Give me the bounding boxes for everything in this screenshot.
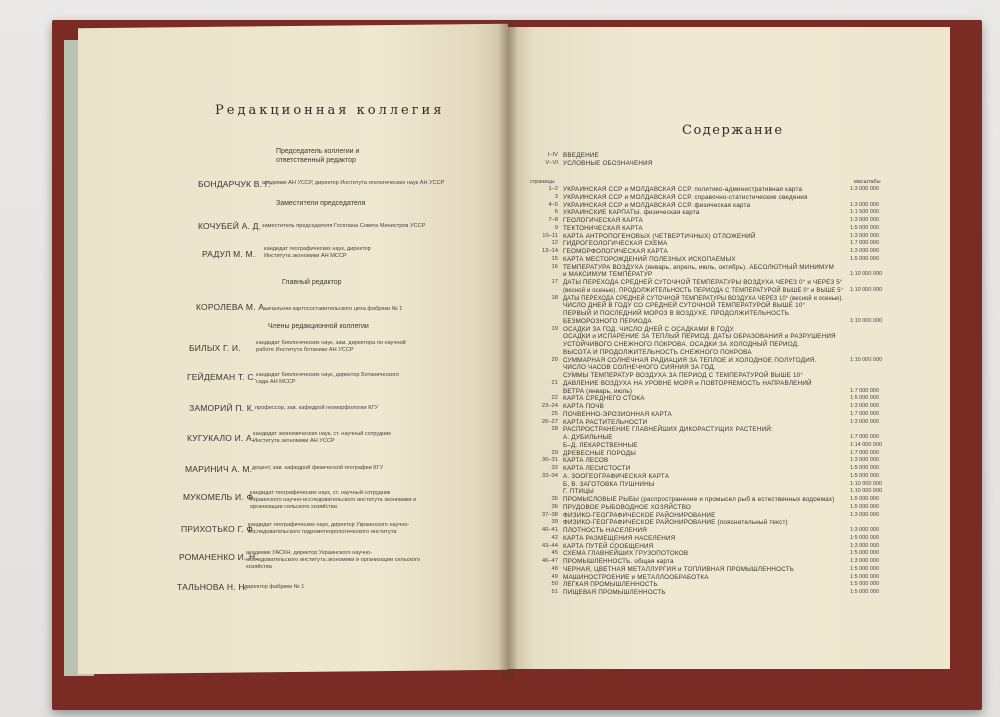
toc-entry-num: 30–31 — [541, 457, 558, 464]
toc-entry-label: ОСАДКИ ЗА ГОД. ЧИСЛО ДНЕЙ С ОСАДКАМИ В ГОДУ. — [563, 325, 735, 333]
toc-entry-scale: 1:3 000 000 — [850, 403, 880, 409]
toc-entry-num: 1–2 — [548, 186, 558, 192]
toc-entry-label: ПЕРВЫЙ И ПОСЛЕДНИЙ МОРОЗ В ВОЗДУХЕ. ПРОДОЛЖИТЕЛЬНОСТЬ — [563, 310, 790, 317]
book-gutter — [498, 20, 518, 680]
toc-entry-label: ГЕОМОРФОЛОГИЧЕСКАЯ КАРТА — [563, 248, 668, 255]
toc-entry-label: СУММАРНАЯ СОЛНЕЧНАЯ РАДИАЦИЯ ЗА ТЕПЛОЕ И ХОЛОДНОЕ ПОЛУГОДИЯ. — [563, 356, 817, 364]
toc-entry-scale: 1:3 000 000 — [850, 457, 880, 464]
toc-entry-label: ГИДРОГЕОЛОГИЧЕСКАЯ СХЕМА — [563, 240, 668, 248]
person-desc: профессор, зав. кафедрой геоморфологии КГУ — [255, 405, 379, 411]
toc-entry-label: УКРАИНСКАЯ ССР и МОЛДАВСКАЯ ССР. физическая карта — [563, 201, 751, 209]
toc-entry-num: 22 — [551, 395, 558, 402]
toc-entry-num: 15 — [551, 255, 558, 262]
toc-entry-label: ЧИСЛО ЧАСОВ СОЛНЕЧНОГО СИЯНИЯ ЗА ГОД. — [563, 364, 716, 372]
toc-entry-label: Г. ПТИЦЫ — [563, 488, 594, 496]
toc-entry-label: УКРАИНСКИЕ КАРПАТЫ. физическая карта — [563, 209, 700, 217]
toc-entry-label: ДАТЫ ПЕРЕХОДА СРЕДНЕЙ СУТОЧНОЙ ТЕМПЕРАТУРЫ ВОЗДУХА ЧЕРЕЗ 10° (весной и осенью). — [563, 294, 844, 302]
toc-entry-label: СУММЫ ТЕМПЕРАТУР ВОЗДУХА ЗА ПЕРИОД С ТЕМПЕРАТУРОЙ ВЫШЕ 10° — [563, 372, 804, 379]
toc-entry-label: ЧЕРНАЯ, ЦВЕТНАЯ МЕТАЛЛУРГИЯ и ТОПЛИВНАЯ ПРОМЫШЛЕННОСТЬ — [563, 565, 795, 573]
toc-entry-label: ПЛОТНОСТЬ НАСЕЛЕНИЯ — [563, 527, 648, 534]
toc-entry-scale: 1:10 000 000 — [850, 356, 883, 363]
toc-entry-scale: 1:5 000 000 — [850, 496, 880, 502]
toc-entry-num: 10–11 — [542, 232, 558, 239]
toc-entry-scale: 1:5 000 000 — [850, 395, 880, 402]
toc-entry-num: 39 — [551, 519, 558, 526]
toc-entry-scale: 1:3 000 000 — [850, 201, 880, 208]
toc-entry-label: БЕЗМОРОЗНОГО ПЕРИОДА — [563, 317, 652, 325]
toc-entry-scale: 1:3 000 000 — [850, 418, 880, 425]
toc-entry-scale: 1:3 000 000 — [850, 217, 880, 223]
toc-entry-num: 50 — [551, 581, 558, 588]
toc-entry-label: КАРТА МЕСТОРОЖДЕНИЙ ПОЛЕЗНЫХ ИСКОПАЕМЫХ — [563, 255, 736, 263]
person-desc: начальник картосоставительского цеха фабрики № 1 — [264, 306, 403, 312]
toc-entry-num: 23–24 — [541, 403, 558, 409]
toc-entry-label: КАРТА СРЕДНЕГО СТОКА — [563, 395, 645, 403]
toc-entry-scale: 1:10 000 000 — [850, 480, 883, 487]
toc-entry-scale: 1:10 000 000 — [850, 286, 883, 293]
toc-entry-num: 26–27 — [541, 418, 558, 425]
toc-entry-num: 4–5 — [548, 201, 558, 208]
toc-entry-num: 36 — [551, 503, 558, 510]
toc-entry-label: ЧИСЛО ДНЕЙ В ГОДУ СО СРЕДНЕЙ СУТОЧНОЙ ТЕМПЕРАТУРОЙ ВЫШЕ 10° — [563, 302, 806, 310]
toc-entry-num: 48 — [551, 565, 558, 572]
toc-intro-num: V–VI — [545, 160, 558, 166]
toc-entry-scale: 1:7 000 000 — [850, 434, 880, 440]
toc-entry-num: 9 — [554, 224, 558, 231]
toc-entry-scale: 1:7 000 000 — [850, 240, 880, 247]
toc-entry-label: А. ДУБИЛЬНЫЕ — [563, 434, 613, 441]
toc-entry-label: ПРОМЫСЛОВЫЕ РЫБЫ (распространение и промысел рыб в естественных водоемах) — [563, 496, 835, 503]
person-name: БИЛЫХ Г. И. — [189, 343, 241, 353]
toc-entry-scale: 1:3 000 000 — [850, 527, 880, 533]
toc-entry-num: 46–47 — [541, 558, 558, 564]
toc-entry-scale: 1:10 000 000 — [850, 317, 883, 324]
toc-entry-num: 35 — [551, 496, 558, 502]
toc-entry-num: 45 — [551, 550, 558, 557]
toc-entry-scale: 1:3 000 000 — [850, 186, 880, 192]
toc-entry-label: УКРАИНСКАЯ ССР и МОЛДАВСКАЯ ССР. справочно-статистические сведения — [563, 193, 808, 201]
toc-entry-num: 16 — [551, 263, 558, 270]
toc-entry-num: 3 — [554, 193, 558, 200]
toc-entry-scale: 1:3 000 000 — [850, 511, 880, 518]
toc-entry-scale: 1:7 000 000 — [850, 387, 880, 394]
toc-entry-scale: 1:5 000 000 — [850, 224, 880, 231]
toc-entry-label: УСТОЙЧИВОГО СНЕЖНОГО ПОКРОВА. ОСАДКИ ЗА ХОЛОДНЫЙ ПЕРИОД. — [563, 341, 800, 348]
toc-entry-scale: 1:5 000 000 — [850, 581, 880, 588]
toc-entry-label: МАШИНОСТРОЕНИЕ и МЕТАЛЛООБРАБОТКА — [563, 573, 709, 581]
person-desc: академик АН УССР, директор Института геологических наук АН УССР — [262, 180, 445, 186]
person-name: БОНДАРЧУК В. Г. — [198, 179, 272, 189]
person-desc: кандидат географических наук, директор Института экономики АН МССР — [264, 246, 371, 259]
toc-entry-num: 28 — [551, 426, 558, 433]
toc-intro-num: I–IV — [547, 152, 558, 158]
toc-entry-num: 13–14 — [541, 248, 558, 254]
toc-intro-label: ВВЕДЕНИЕ — [563, 152, 599, 159]
toc-entry-scale: 1:7 000 000 — [850, 449, 880, 456]
toc-entry-label: ВЕТРА (январь, июль) — [563, 387, 633, 395]
toc-entry-label: ПОЧВЕННО-ЭРОЗИОННАЯ КАРТА — [563, 410, 672, 418]
toc-entry-label: КАРТА АНТРОПОГЕНОВЫХ (ЧЕТВЕРТИЧНЫХ) ОТЛОЖЕНИЙ — [563, 232, 756, 240]
toc-entry-label: ВЫСОТА И ПРОДОЛЖИТЕЛЬНОСТЬ СНЕЖНОГО ПОКРОВА — [563, 348, 752, 356]
toc-entry-scale: 1:5 000 000 — [850, 534, 880, 541]
toc-entry-scale: 1:14 000 000 — [850, 441, 883, 448]
person-desc: кандидат биологических наук, зам. директора по научной работе Института ботаники АН УССР — [256, 340, 406, 353]
role-members: Члены редакционной коллегии — [268, 323, 369, 330]
toc-entry-label: ТЕМПЕРАТУРА ВОЗДУХА (январь, апрель, июль, октябрь). АБСОЛЮТНЫЙ МИНИМУМ — [563, 263, 835, 271]
person-desc: кандидат географических наук, директор Украинского научно-исследовательского гидрометеорологического института — [248, 522, 410, 535]
toc-entry-label: Б, В. ЗАГОТОВКА ПУШНИНЫ — [563, 480, 655, 488]
toc-entry-label: ОСАДКИ и ИСПАРЕНИЕ ЗА ТЕПЛЫЙ ПЕРИОД. ДАТЫ ОБРАЗОВАНИЯ и РАЗРУШЕНИЯ — [563, 333, 836, 341]
toc-entry-label: ДАТЫ ПЕРЕХОДА СРЕДНЕЙ СУТОЧНОЙ ТЕМПЕРАТУРЫ ВОЗДУХА ЧЕРЕЗ 0° и ЧЕРЕЗ 5° — [563, 279, 843, 286]
toc-entry-scale: 1:5 000 000 — [850, 573, 880, 580]
person-name: КУГУКАЛО И. А. — [187, 433, 255, 443]
person-name: ТАЛЬНОВА Н. Н. — [177, 582, 248, 592]
toc-entry-label: СХЕМА ГЛАВНЕЙШИХ ГРУЗОПОТОКОВ — [563, 550, 689, 558]
toc-entry-scale: 1:5 000 000 — [850, 472, 880, 479]
toc-entry-scale: 1:5 000 000 — [850, 565, 880, 572]
person-name: ГЕЙДЕМАН Т. С. — [187, 372, 257, 382]
toc-entry-num: 12 — [551, 240, 558, 247]
toc-entry-scale: 1:1 500 000 — [850, 209, 880, 216]
person-desc: директор фабрики № 1 — [244, 584, 305, 590]
toc-entry-scale: 1:3 000 000 — [850, 558, 880, 564]
toc-entry-scale: 1:10 000 000 — [850, 271, 883, 278]
toc-entry-num: 37–38 — [541, 511, 558, 518]
toc-entry-num: 42 — [551, 534, 558, 541]
toc-entry-scale: 1:5 000 000 — [850, 465, 880, 471]
person-name: КОЧУБЕЙ А. Д. — [198, 221, 262, 231]
toc-entry-scale: 1:7 000 000 — [850, 410, 880, 417]
toc-entry-label: ГЕОЛОГИЧЕСКАЯ КАРТА — [563, 217, 643, 224]
toc-entry-label: КАРТА ЛЕСИСТОСТИ — [563, 465, 631, 472]
toc-entry-num: 51 — [551, 589, 558, 595]
toc-entry-scale: 1:3 000 000 — [850, 542, 880, 549]
toc-entry-num: 49 — [551, 573, 558, 580]
toc-entry-label: ТЕКТОНИЧЕСКАЯ КАРТА — [563, 224, 643, 232]
person-desc: кандидат географических наук, ст. научный сотрудник Украинского научно-исследовательского института экономики и организации сельского хозяйства — [250, 490, 417, 510]
toc-entry-label: ФИЗИКО-ГЕОГРАФИЧЕСКОЕ РАЙОНИРОВАНИЕ — [563, 511, 716, 519]
toc-entry-label: и МАКСИМУМ ТЕМПЕРАТУР — [563, 271, 653, 279]
toc-entry-label: Б–Д. ЛЕКАРСТВЕННЫЕ — [563, 441, 638, 449]
toc-col-scales: масштабы — [854, 179, 881, 185]
toc-entry-label: ПРУДОВОЕ РЫБОВОДНОЕ ХОЗЯЙСТВО — [563, 503, 692, 511]
toc-intro-label: УСЛОВНЫЕ ОБОЗНАЧЕНИЯ — [563, 160, 653, 167]
toc-entry-scale: 1:5 000 000 — [850, 550, 880, 557]
role-deputies: Заместители председателя — [276, 200, 366, 207]
toc-entry-num: 40–41 — [541, 527, 558, 533]
toc-entry-label: РАСПРОСТРАНЕНИЕ ГЛАВНЕЙШИХ ДИКОРАСТУЩИХ РАСТЕНИЙ: — [563, 426, 773, 434]
toc-entry-scale: 1:5 000 000 — [850, 255, 880, 262]
toc-entry-num: 33–34 — [541, 472, 558, 479]
toc-entry-num: 21 — [551, 379, 558, 386]
person-name: РАДУЛ М. М. — [202, 249, 256, 259]
toc-entry-num: 32 — [551, 465, 558, 471]
toc-entry-num: 29 — [551, 449, 558, 456]
toc-entry-label: ПИЩЕВАЯ ПРОМЫШЛЕННОСТЬ — [563, 589, 666, 596]
person-name: ЗАМОРИЙ П. К. — [189, 403, 255, 413]
person-name: ПРИХОТЬКО Г. Ф. — [181, 524, 256, 534]
role-chief-editor: Главный редактор — [282, 279, 342, 286]
board-title: Редакционная коллегия — [215, 103, 445, 118]
toc-entry-label: ФИЗИКО-ГЕОГРАФИЧЕСКОЕ РАЙОНИРОВАНИЕ (пояснительный текст) — [563, 519, 788, 527]
person-name: МАРИНИЧ А. М. — [185, 464, 253, 474]
toc-entry-scale: 1:3 000 000 — [850, 248, 880, 254]
toc-entry-label: ПРОМЫШЛЕННОСТЬ. общая карта — [563, 558, 674, 565]
person-desc: доцент, зав. кафедрой физической географии КГУ — [252, 465, 384, 471]
toc-entry-label: КАРТА РАЗМЕЩЕНИЯ НАСЕЛЕНИЯ — [563, 534, 676, 542]
toc-entry-label: ДРЕВЕСНЫЕ ПОРОДЫ — [563, 449, 636, 457]
toc-entry-num: 17 — [551, 279, 558, 285]
toc-entry-num: 25 — [551, 410, 558, 417]
toc-entry-num: 19 — [551, 325, 558, 332]
person-name: МУКОМЕЛЬ И. Ф. — [183, 492, 256, 502]
toc-title: Содержание — [682, 123, 784, 138]
person-desc: кандидат биологических наук, директор Ботанического сада АН МССР — [256, 372, 400, 385]
toc-entry-label: ДАВЛЕНИЕ ВОЗДУХА НА УРОВНЕ МОРЯ и ПОВТОРЯЕМОСТЬ НАПРАВЛЕНИЙ — [563, 379, 812, 387]
person-desc: заместитель председателя Госплана Совета Министров УССР — [262, 223, 426, 229]
toc-entry-num: 6 — [554, 209, 558, 216]
person-desc: кандидат экономических наук, ст. научный сотрудник Института экономики АН УССР — [253, 431, 391, 444]
toc-entry-scale: 1:5 000 000 — [850, 589, 880, 595]
toc-entry-label: ЛЕГКАЯ ПРОМЫШЛЕННОСТЬ — [563, 581, 658, 589]
toc-entry-num: 7–8 — [548, 217, 558, 223]
toc-col-pages: страницы — [530, 179, 555, 185]
toc-entry-label: А. ЗООГЕОГРАФИЧЕСКАЯ КАРТА — [563, 472, 670, 480]
toc-entry-scale: 1:5 000 000 — [850, 503, 880, 510]
toc-entry-label: УКРАИНСКАЯ ССР и МОЛДАВСКАЯ ССР. политико-административная карта — [563, 186, 803, 193]
toc-entry-num: 18 — [551, 294, 558, 301]
toc-entry-scale: 1:3 000 000 — [850, 232, 880, 239]
person-desc: академик УАСХН, директор Украинского научно-исследовательского института экономики и организации сельского хозяйства — [246, 550, 421, 570]
toc-entry-num: 20 — [551, 356, 558, 363]
toc-entry-num: 43–44 — [541, 542, 558, 549]
toc-entry-label: КАРТА РАСТИТЕЛЬНОСТИ — [563, 418, 648, 426]
toc-entry-label: КАРТА ЛЕСОВ — [563, 457, 609, 465]
toc-entry-label: (весной и осенью). ПРОДОЛЖИТЕЛЬНОСТЬ ПЕРИОДА С ТЕМПЕРАТУРОЙ ВЫШЕ 0° и ВЫШЕ 5° — [563, 286, 844, 294]
toc-entry-label: КАРТА ПУТЕЙ СООБЩЕНИЯ — [563, 542, 654, 550]
person-name: РОМАНЕНКО И. Н. — [179, 552, 258, 562]
toc-entry-label: КАРТА ПОЧВ — [563, 403, 605, 410]
toc-entry-scale: 1:10 000 000 — [850, 488, 883, 495]
person-name: КОРОЛЕВА М. А. — [196, 302, 267, 312]
role-chair: Председатель коллегии и ответственный редактор — [276, 148, 360, 164]
